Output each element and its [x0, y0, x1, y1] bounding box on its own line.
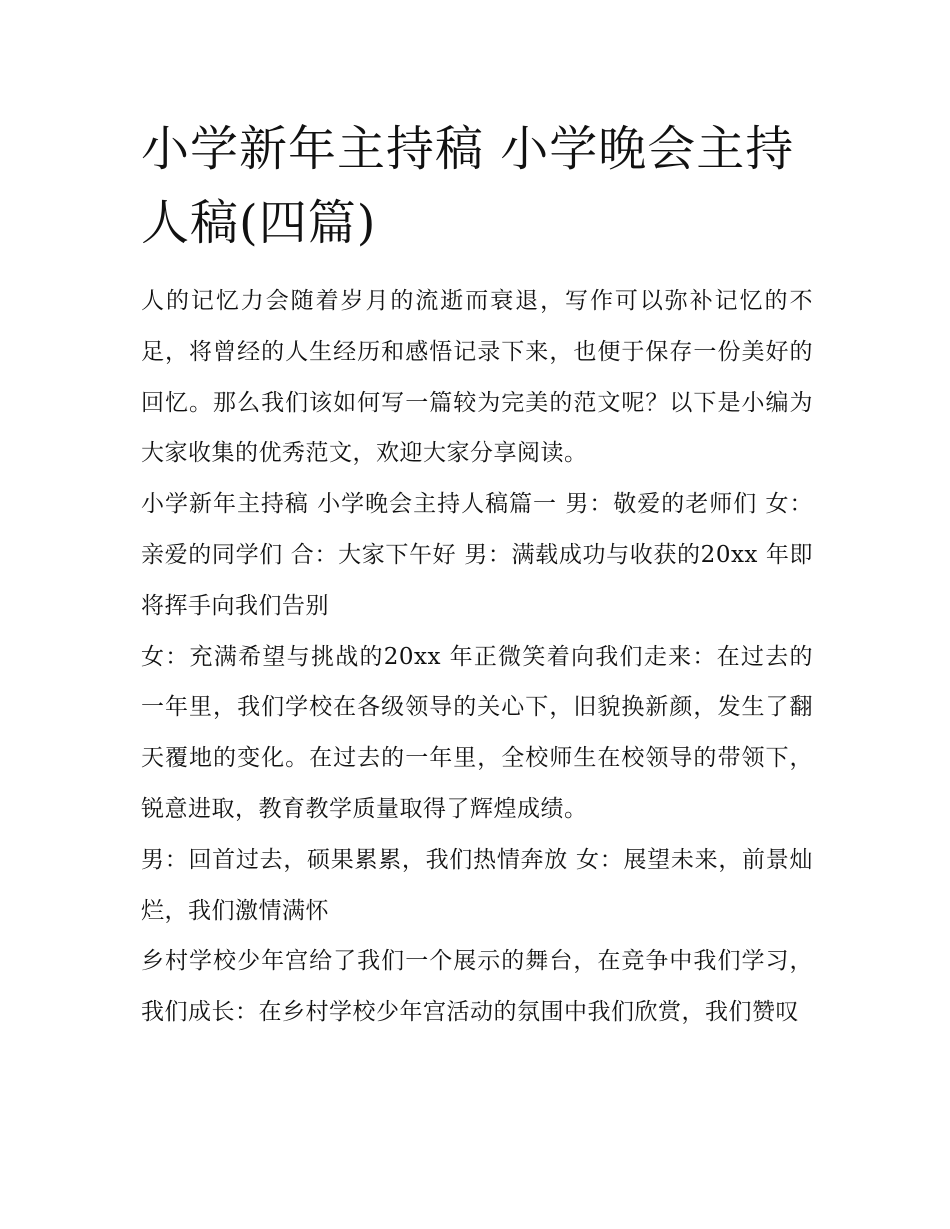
- paragraph-youth-palace: 乡村学校少年宫给了我们一个展示的舞台，在竞争中我们学习，我们成长：在乡村学校少年宫活动的氛围中我们欣赏，我们赞叹: [141, 948, 813, 1026]
- paragraph-outlook: 男：回首过去，硕果累累，我们热情奔放 女：展望未来，前景灿烂，我们激情满怀: [141, 846, 813, 924]
- document-body: [141, 276, 813, 1038]
- paragraph-opening: 小学新年主持稿 小学晚会主持人稿篇一 男：敬爱的老师们 女：亲爱的同学们 合：大家下午好 男：满载成功与收获的20xx 年即将挥手向我们告别: [141, 491, 813, 619]
- document-title: 小学新年主持稿 小学晚会主持人稿(四篇): [141, 121, 795, 251]
- paragraph-intro: 人的记忆力会随着岁月的流逝而衰退，写作可以弥补记忆的不足，将曾经的人生经历和感悟记录下来，也便于保存一份美好的回忆。那么我们该如何写一篇较为完美的范文呢？以下是小编为大家收集的优秀范文，欢迎大家分享阅读。: [141, 288, 813, 467]
- paragraph-review: 女：充满希望与挑战的20xx 年正微笑着向我们走来：在过去的一年里，我们学校在各级领导的关心下，旧貌换新颜，发生了翻天覆地的变化。在过去的一年里，全校师生在校领导的带领下，锐意进取，教育教学质量取得了辉煌成绩。: [141, 643, 813, 822]
